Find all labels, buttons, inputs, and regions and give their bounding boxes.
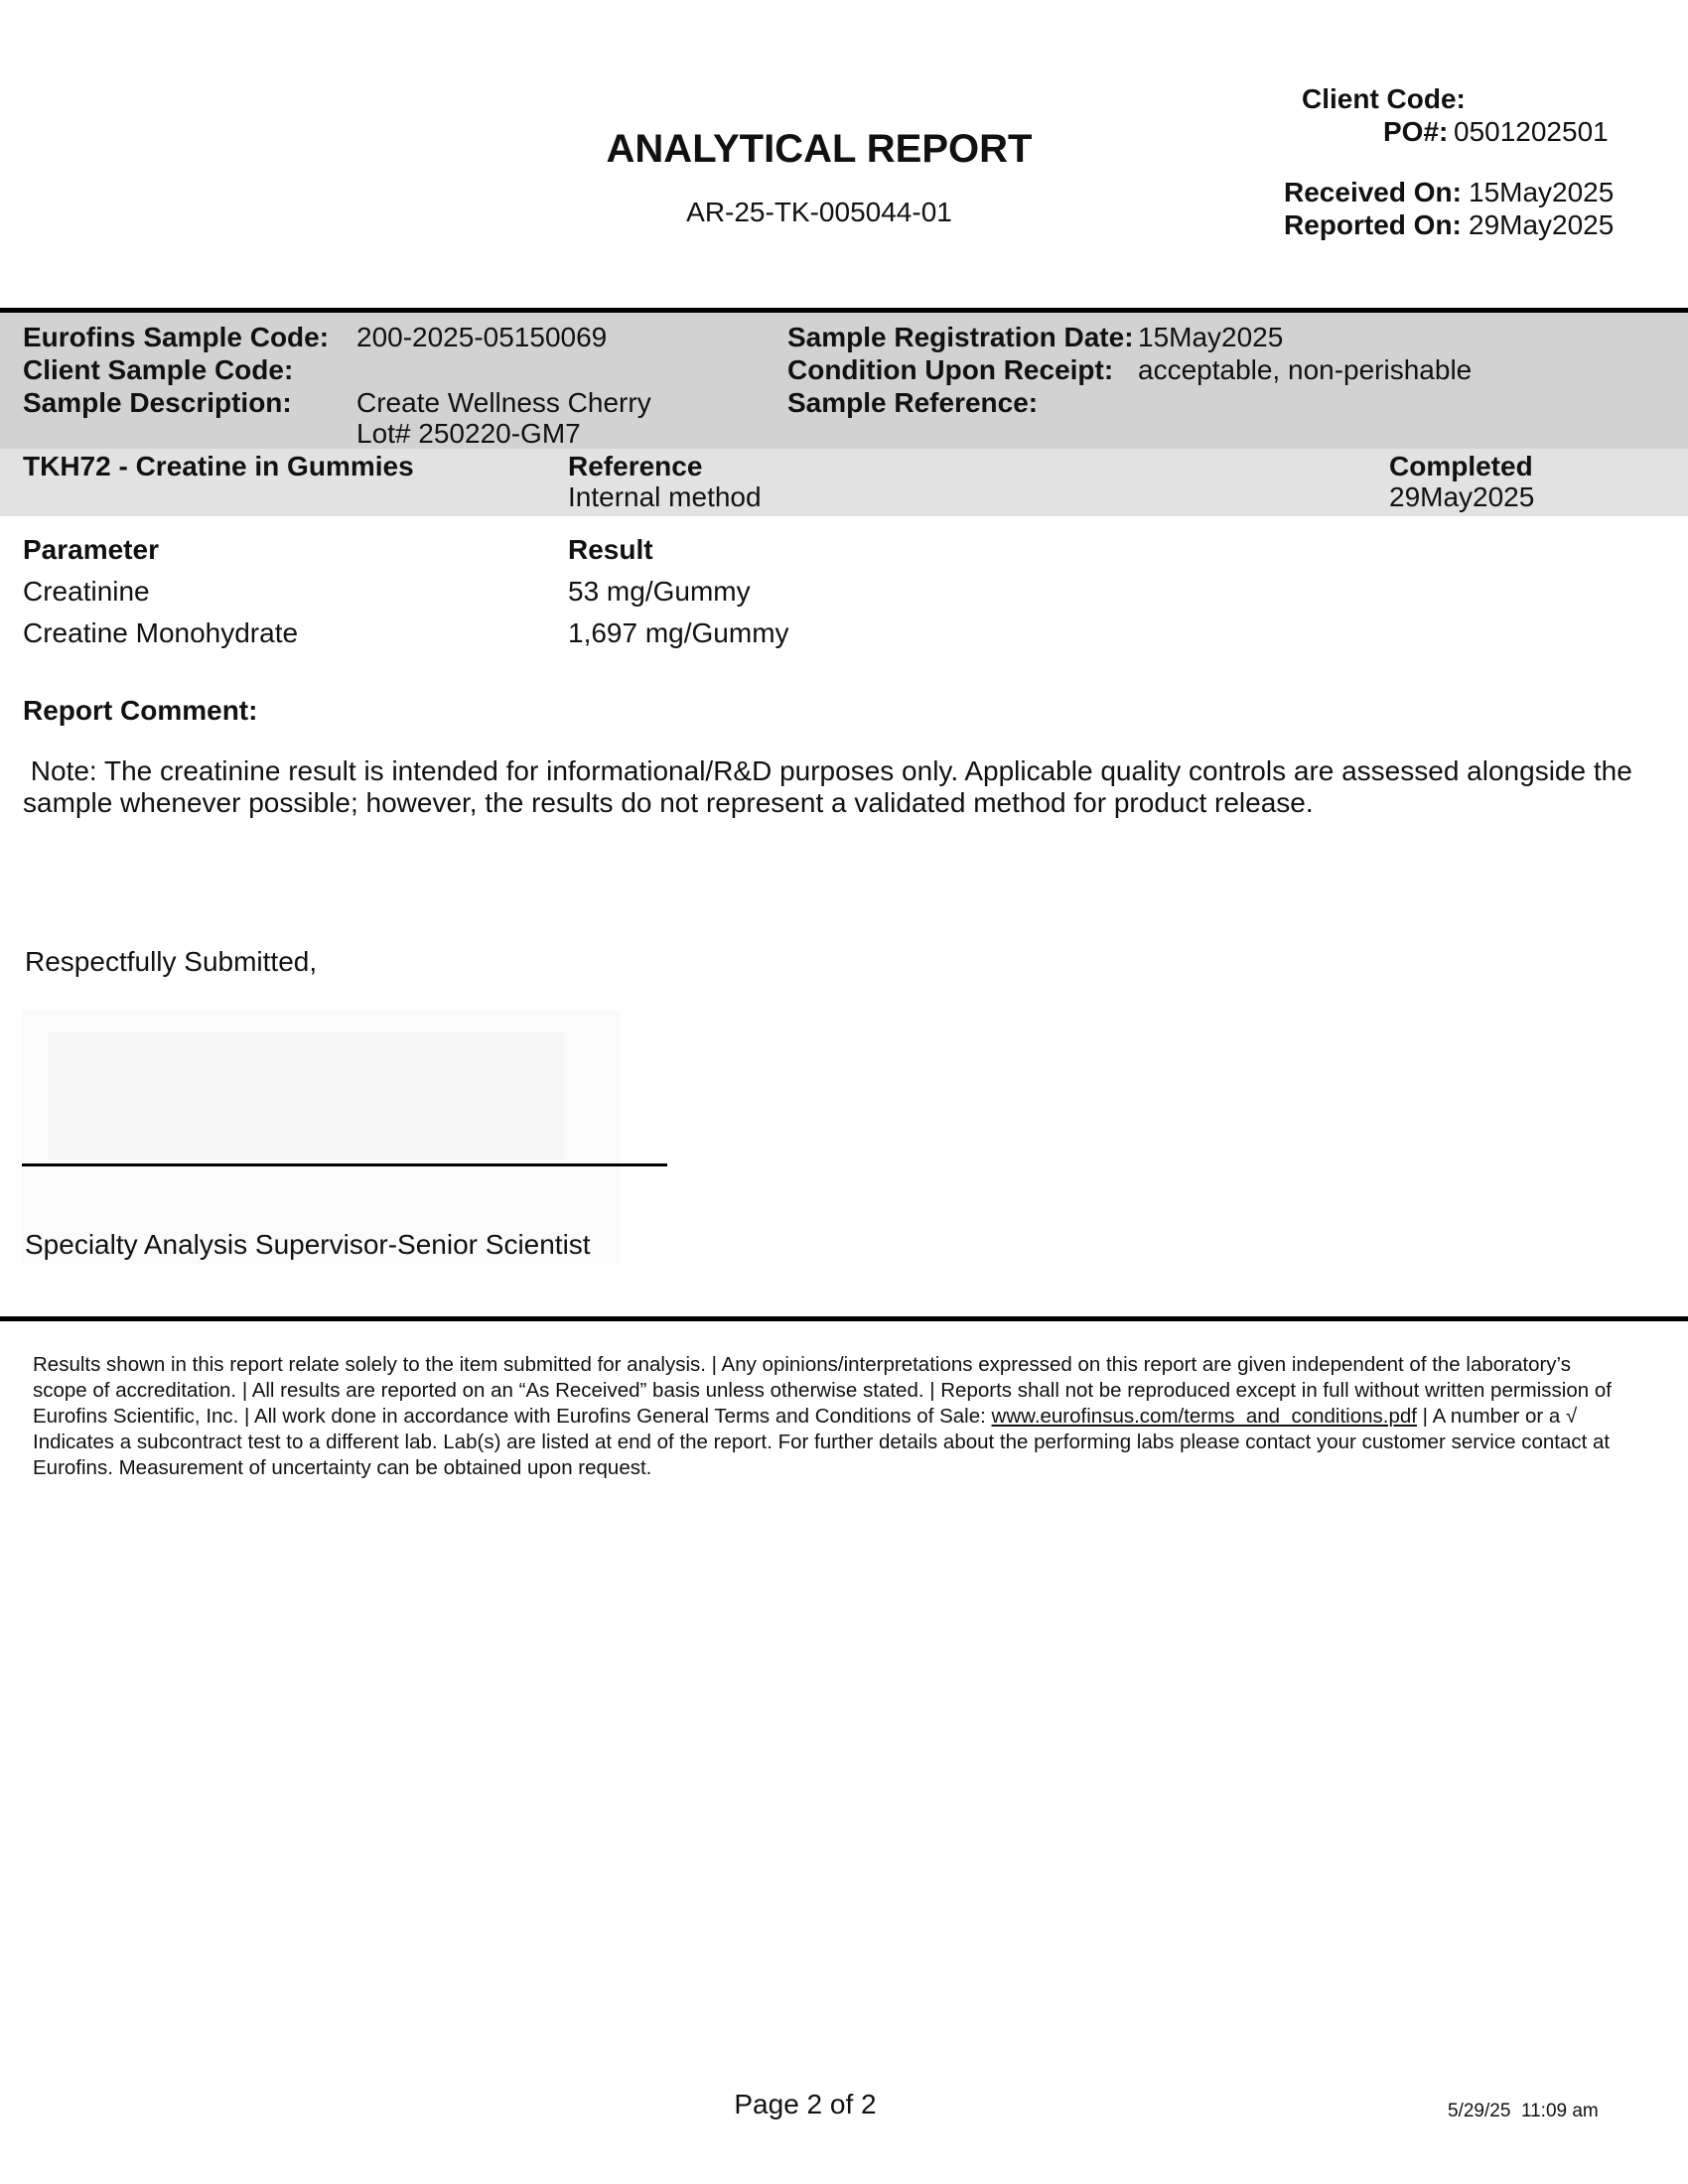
- report-comment-line1: Note: The creatinine result is intended for informational/R&D purposes only. Applicable quality controls are assessed alongside the: [23, 755, 1632, 786]
- condition-value: acceptable, non-perishable: [1138, 354, 1473, 385]
- result-cell: 1,697 mg/Gummy: [568, 617, 789, 648]
- signatory-title: Specialty Analysis Supervisor-Senior Scientist: [25, 1229, 591, 1260]
- sample-reference-label: Sample Reference:: [787, 387, 1039, 418]
- result-cell: 53 mg/Gummy: [568, 576, 751, 607]
- registration-date-value: 15May2025: [1138, 322, 1284, 352]
- report-title: ANALYTICAL REPORT: [606, 127, 1033, 171]
- parameter-cell: Creatine Monohydrate: [23, 617, 299, 648]
- divider: [0, 1316, 1688, 1321]
- eurofins-sample-code-label: Eurofins Sample Code:: [23, 322, 330, 352]
- completed-value: 29May2025: [1389, 481, 1535, 512]
- reported-label: Reported On:: [1284, 209, 1462, 240]
- eurofins-sample-code-value: 200-2025-05150069: [356, 322, 608, 352]
- reported-date: 29May2025: [1469, 209, 1615, 240]
- sample-description-line2: Lot# 250220-GM7: [356, 418, 581, 449]
- terms-link[interactable]: www.eurofinsus.com/terms_and_conditions.pdf: [991, 1405, 1417, 1428]
- po-label: PO#:: [1383, 116, 1449, 147]
- parameter-column-header: Parameter: [23, 534, 159, 565]
- sample-description-label: Sample Description:: [23, 387, 292, 418]
- po-value: 0501202501: [1454, 116, 1609, 147]
- disclaimer-part1: Results shown in this report relate solely to the item submitted for analysis. | Any opinions/interpretations expressed on this report are given independent of the laboratory’s scope of accreditation. | All results are reported on an “As Received” basis unless otherwise stated. | Reports shall not be reproduced except in full without written permission of Eurofins Scientific, Inc. | All work done in accordance with Eurofins General Terms and Conditions of Sale:: [33, 1353, 1612, 1428]
- report-comment-line2: sample whenever possible; however, the results do not represent a validated method for product release.: [23, 787, 1314, 818]
- sample-info-band: [0, 308, 1688, 454]
- test-info-band: [0, 449, 1688, 516]
- signature-image: [48, 1032, 564, 1160]
- received-label: Received On:: [1284, 177, 1462, 207]
- received-date: 15May2025: [1469, 177, 1615, 207]
- report-comment-label: Report Comment:: [23, 695, 258, 726]
- signature-line: [22, 1163, 667, 1166]
- print-timestamp: 5/29/25 11:09 am: [1448, 2101, 1599, 2121]
- condition-label: Condition Upon Receipt:: [787, 354, 1114, 385]
- sample-description-line1: Create Wellness Cherry: [356, 387, 651, 418]
- test-name: TKH72 - Creatine in Gummies: [23, 451, 414, 481]
- result-column-header: Result: [568, 534, 653, 565]
- client-code-label: Client Code:: [1302, 83, 1466, 114]
- reference-value: Internal method: [568, 481, 762, 512]
- disclaimer-text: [33, 1352, 1621, 1481]
- report-number: AR-25-TK-005044-01: [686, 197, 952, 227]
- disclaimer-part2: | A number or a √ Indicates a subcontract test to a different lab. Lab(s) are listed at end of the report. For further details about the performing labs please contact your customer service contact at Eurofins. Measurement of uncertainty can be obtained upon request.: [33, 1405, 1611, 1479]
- parameter-cell: Creatinine: [23, 576, 150, 607]
- client-sample-code-label: Client Sample Code:: [23, 354, 294, 385]
- closing-text: Respectfully Submitted,: [25, 946, 318, 977]
- page-number: Page 2 of 2: [734, 2089, 877, 2119]
- completed-label: Completed: [1389, 451, 1533, 481]
- registration-date-label: Sample Registration Date:: [787, 322, 1134, 352]
- reference-label: Reference: [568, 451, 703, 481]
